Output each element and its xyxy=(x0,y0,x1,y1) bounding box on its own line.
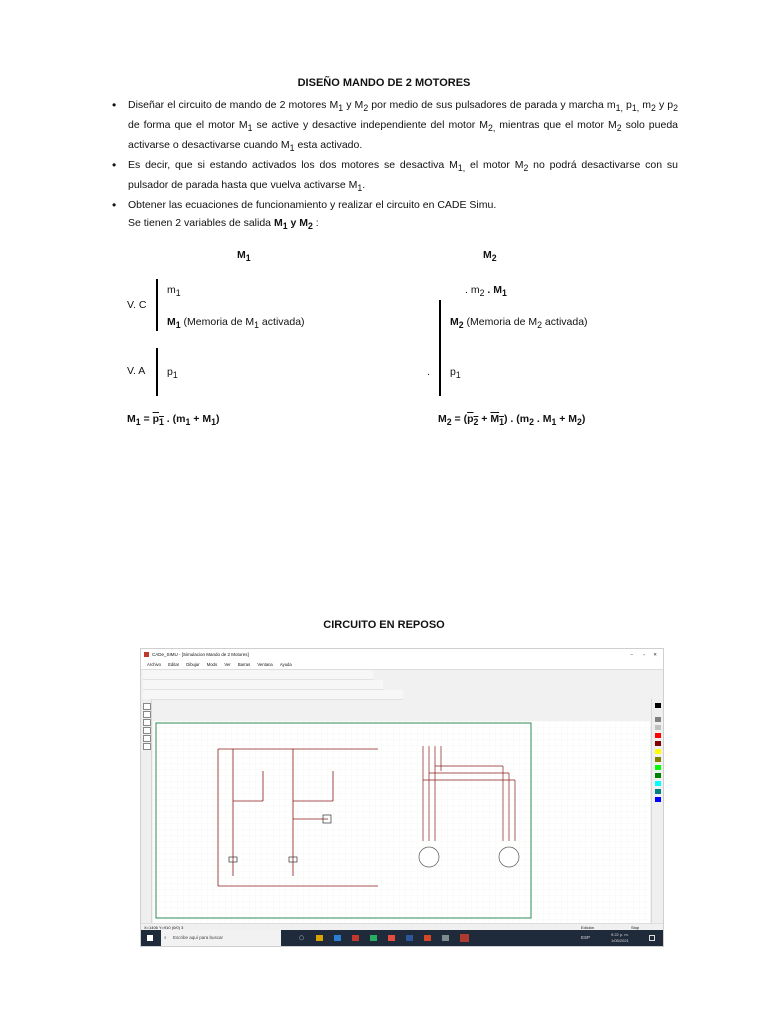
window-title: CADe_SIMU - [Simulacion Mando de 2 Motores] xyxy=(152,652,249,657)
schematic-drawing xyxy=(153,721,650,923)
m2-va-dot: . xyxy=(427,366,430,378)
select-tool-icon[interactable] xyxy=(143,703,151,710)
bullet-2: • Es decir, que si estando activados los dos motores se desactiva $M_{1,}$ el motor $M_2$ no podrá desactivarse con su pulsador de parada hasta que vuelva activarse $M_1$. xyxy=(112,157,678,197)
app-icon-3[interactable] xyxy=(442,935,449,941)
palette-swatch[interactable] xyxy=(655,765,661,770)
palette-swatch[interactable] xyxy=(655,789,661,794)
toolbar-components[interactable] xyxy=(143,680,383,690)
m1-va-line: $p_1$ xyxy=(167,366,178,381)
document-title: DISEÑO MANDO DE 2 MOTORES xyxy=(297,77,471,89)
app-icon-2[interactable] xyxy=(370,935,377,941)
circuit-title: CIRCUITO EN REPOSO xyxy=(323,619,445,631)
m2-vc-line1: . $m_2$ . $M_1$ xyxy=(465,284,507,299)
va-label: V. A xyxy=(127,365,146,377)
schematic-canvas[interactable] xyxy=(153,721,650,923)
palette-swatch[interactable] xyxy=(655,757,661,762)
bullet-3: • Obtener las ecuaciones de funcionamiento y realizar el circuito en CADE Simu. xyxy=(112,197,678,214)
palette-swatch[interactable] xyxy=(655,781,661,786)
m1-va-bracket xyxy=(156,348,158,396)
menu-archivo[interactable]: Archivo xyxy=(147,662,161,667)
cade-simu-screenshot xyxy=(140,648,664,947)
m2-va-line: $p_1$ xyxy=(450,366,461,381)
menu-ventana[interactable]: Ventana xyxy=(257,662,273,667)
windows-taskbar xyxy=(141,930,663,946)
taskview-icon[interactable]: ◯ xyxy=(299,935,305,940)
requirements-list xyxy=(112,97,678,214)
m2-vc-line2: $M_2$ (Memoria de $M_2$ activada) xyxy=(450,316,588,331)
m1-vc-line2: $M_1$ (Memoria de $M_1$ activada) xyxy=(167,316,305,331)
text-tool-icon[interactable] xyxy=(143,743,151,750)
app-icon-1[interactable] xyxy=(352,935,359,941)
browser-icon[interactable] xyxy=(334,935,341,941)
menu-modo[interactable]: Modo xyxy=(206,662,218,667)
m1-heading: $M_1$ xyxy=(237,249,251,264)
palette-swatch[interactable] xyxy=(655,773,661,778)
m2-equation: $M_2 = (p_2 + M_1)$ . ($m_2$ . $M_1 + M_2$) xyxy=(438,413,586,428)
menu-dibujar[interactable]: Dibujar xyxy=(186,662,200,667)
cade-simu-taskbar-icon[interactable] xyxy=(460,934,469,942)
palette-swatch[interactable] xyxy=(655,717,661,722)
window-titlebar xyxy=(141,649,663,661)
m1-equation: $M_1 = p_1$ . $(m_1 + M_1)$ xyxy=(127,413,220,428)
palette-swatch[interactable] xyxy=(655,749,661,754)
app-icon xyxy=(144,652,149,657)
m1-vc-line1: $m_1$ xyxy=(167,284,181,299)
fill-tool-icon[interactable] xyxy=(143,735,151,742)
status-run: Stop xyxy=(631,925,640,930)
palette-swatch[interactable] xyxy=(655,733,661,738)
explorer-icon[interactable] xyxy=(316,935,323,941)
bullet-1: • Diseñar el circuito de mando de 2 motores $M_1$ y $M_2$ por medio de sus pulsadores de parada y marcha $m_{1,}$ $p_{1,}$ $m_2$ y $p_2$ de forma que el motor $M_1$ se active y desactive independiente del motor $M_{2,}$ mientras que el motor $M_2$ solo pueda activarse o desactivarse cuando $M_1$ esta activado. xyxy=(112,97,678,157)
powerpoint-icon[interactable] xyxy=(424,935,431,941)
m2-heading: $M_2$ xyxy=(483,249,497,264)
maximize-icon[interactable]: ▫ xyxy=(643,652,645,657)
search-icon: ⌕ xyxy=(164,935,167,940)
vc-label: V. C xyxy=(127,299,147,311)
ellipse-tool-icon[interactable] xyxy=(143,727,151,734)
close-icon[interactable]: ✕ xyxy=(653,652,657,657)
clock[interactable]: 9:22 p. m. 1/05/2021 xyxy=(611,932,629,943)
menu-ayuda[interactable]: Ayuda xyxy=(279,662,292,667)
menu-barras[interactable]: Barras xyxy=(237,662,251,667)
menu-ver[interactable]: Ver xyxy=(224,662,231,667)
palette-swatch[interactable] xyxy=(655,741,661,746)
line-tool-icon[interactable] xyxy=(143,711,151,718)
minimize-icon[interactable]: – xyxy=(630,652,633,657)
variables-intro: Se tienen 2 variables de salida $M_1$ y $M_2$ : xyxy=(128,217,319,232)
menu-bar xyxy=(141,661,663,670)
color-palette xyxy=(651,699,664,924)
palette-swatch[interactable] xyxy=(655,703,661,708)
drawing-tools xyxy=(141,699,152,924)
menu-editar[interactable]: Editar xyxy=(168,662,180,667)
pdf-icon[interactable] xyxy=(388,935,395,941)
word-icon[interactable] xyxy=(406,935,413,941)
m1-vc-bracket xyxy=(156,279,158,331)
palette-swatch[interactable] xyxy=(655,797,661,802)
palette-swatch[interactable] xyxy=(655,725,661,730)
status-coordinates: X=1406 Y=910 (0/0) 3 xyxy=(144,925,184,930)
windows-start-icon[interactable] xyxy=(147,935,153,941)
status-mode: Edición xyxy=(581,925,595,930)
language-indicator[interactable]: ESP xyxy=(581,935,591,940)
m2-bracket xyxy=(439,300,441,396)
notifications-icon[interactable] xyxy=(649,935,655,941)
taskbar-search[interactable]: ⌕ Escribe aquí para buscar xyxy=(161,930,281,946)
toolbar-file[interactable] xyxy=(143,670,373,680)
rect-tool-icon[interactable] xyxy=(143,719,151,726)
toolbar-wires[interactable] xyxy=(143,690,403,700)
